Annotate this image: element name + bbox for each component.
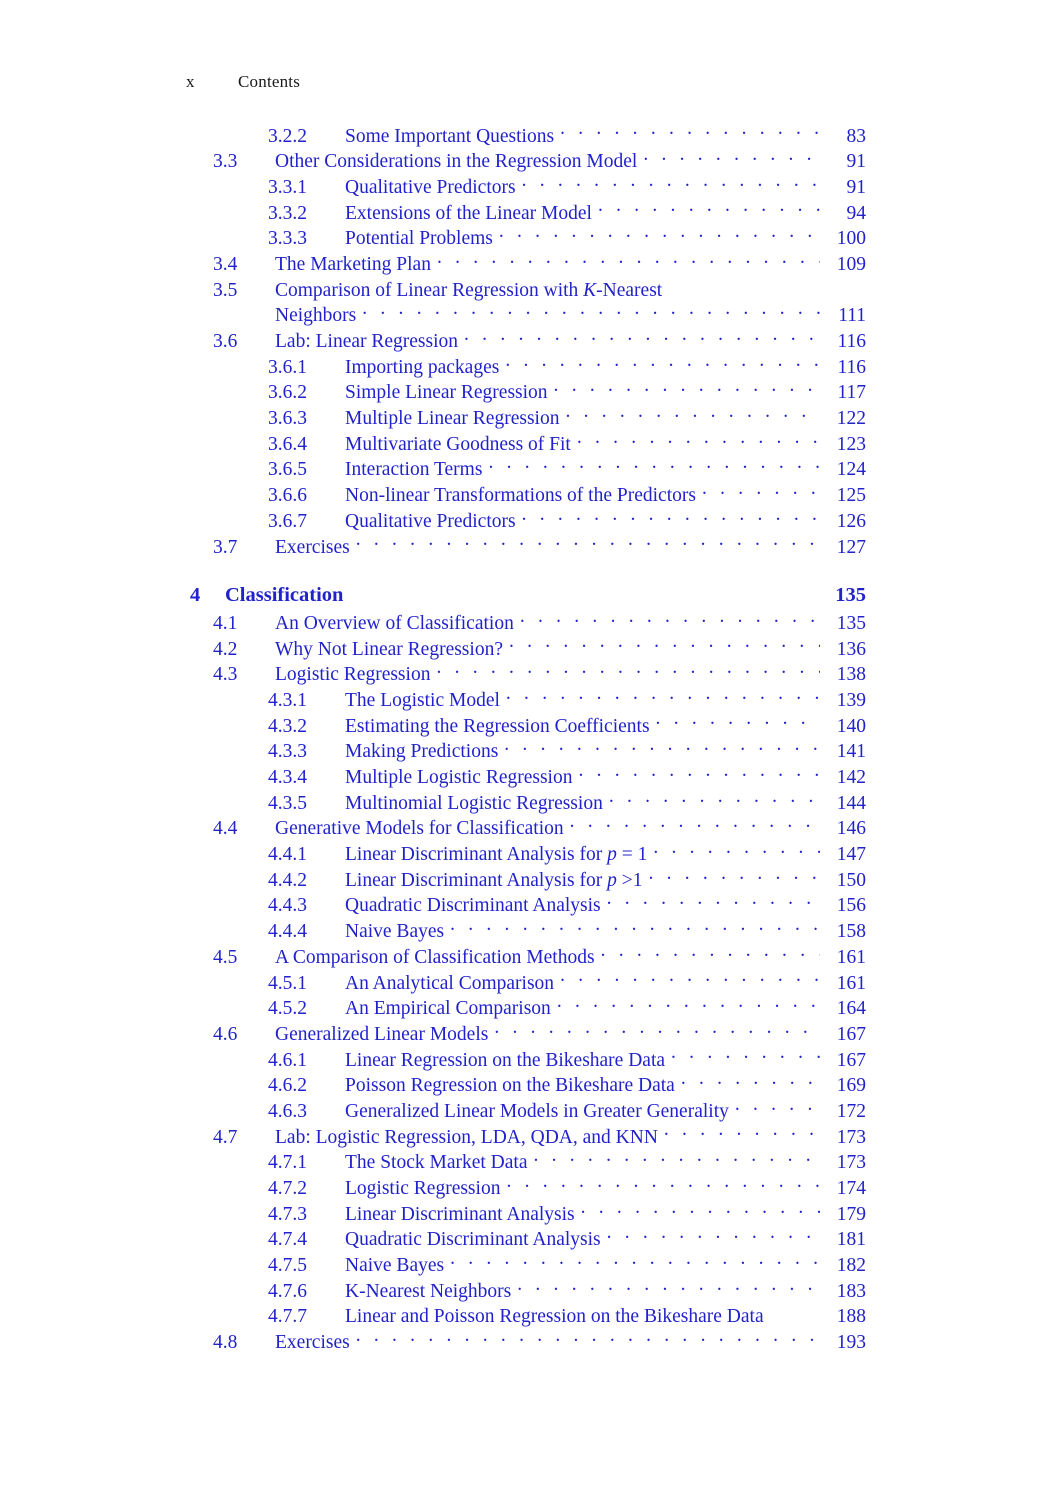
toc-entry-title: Poisson Regression on the Bikeshare Data xyxy=(345,1075,675,1097)
toc-entry-number: 3.4 xyxy=(213,253,238,275)
toc-entry-number: 4.2 xyxy=(213,638,238,660)
dot-leader xyxy=(648,866,820,886)
toc-entry-title: An Overview of Classification xyxy=(275,612,514,634)
toc-entry-page-number: 147 xyxy=(836,844,866,866)
toc-entry-number: 4.3.3 xyxy=(268,741,307,763)
toc-entry[interactable] xyxy=(0,1329,1052,1355)
toc-entry-title: Some Important Questions xyxy=(345,125,555,147)
toc-entry-title: Simple Linear Regression xyxy=(345,382,548,404)
toc-entry-title: Neighbors xyxy=(275,305,357,327)
dot-leader xyxy=(505,353,820,373)
toc-entry[interactable] xyxy=(0,1226,1052,1252)
toc-entry-page-number: 156 xyxy=(836,895,866,917)
toc-entry-page-number: 141 xyxy=(836,741,866,763)
page-folio: x xyxy=(186,72,195,91)
dot-leader xyxy=(681,1072,820,1092)
dot-leader xyxy=(517,1277,820,1297)
running-head-title: Contents xyxy=(238,72,301,91)
toc-entry-title: An Empirical Comparison xyxy=(345,998,551,1020)
toc-entry-number: 4.3.4 xyxy=(268,767,307,788)
toc-entry[interactable] xyxy=(0,379,1052,405)
toc-entry-number: 4.4.4 xyxy=(268,921,307,943)
toc-entry-number: 4.7.5 xyxy=(268,1255,307,1277)
toc-entry-title: A Comparison of Classification Methods xyxy=(275,946,595,968)
toc-entry-page-number: 161 xyxy=(836,972,866,994)
dot-leader xyxy=(560,122,820,142)
dot-leader xyxy=(565,405,820,425)
dot-leader xyxy=(560,969,820,989)
toc-entry[interactable] xyxy=(0,1020,1052,1046)
dot-leader xyxy=(437,250,820,270)
toc-entry-number: 4.4.1 xyxy=(268,844,307,866)
toc-entry-page-number: 188 xyxy=(836,1306,866,1328)
toc-entry-number: 4.4 xyxy=(213,818,238,840)
toc-entry-page-number: 146 xyxy=(836,818,866,840)
dot-leader xyxy=(436,661,820,681)
toc-entry-title: Logistic Regression xyxy=(275,664,431,686)
toc-entry-number: 4.7.6 xyxy=(268,1280,307,1302)
toc-entry[interactable] xyxy=(0,635,1052,661)
toc-entry-number: 4.3.2 xyxy=(268,715,307,737)
dot-leader xyxy=(356,533,820,553)
toc-entry-title: Quadratic Discriminant Analysis xyxy=(345,895,601,917)
toc-entry-number: 3.5 xyxy=(213,279,238,301)
toc-entry-title: Generalized Linear Models xyxy=(275,1023,489,1045)
dot-leader xyxy=(499,225,820,245)
toc-entry[interactable] xyxy=(0,892,1052,918)
dot-leader xyxy=(557,995,820,1015)
toc-entry[interactable] xyxy=(0,173,1052,199)
toc-entry-page-number: 174 xyxy=(836,1178,866,1199)
toc-entry-number: 3.6.7 xyxy=(268,510,307,532)
math-symbol: K xyxy=(583,279,597,301)
toc-entry-page-number: 125 xyxy=(836,485,866,507)
dot-leader xyxy=(656,712,820,732)
toc-entry[interactable] xyxy=(0,686,1052,712)
toc-entry[interactable] xyxy=(0,918,1052,944)
toc-entry[interactable] xyxy=(0,609,1052,635)
toc-entry-page-number: 127 xyxy=(836,536,866,558)
toc-entry-number: 4.4.2 xyxy=(268,869,307,891)
toc-entry-page-number: 109 xyxy=(836,253,866,275)
toc-entry-title: Lab: Logistic Regression, LDA, QDA, and KNN xyxy=(275,1126,658,1148)
toc-entry-title: Generative Models for Classification xyxy=(275,818,564,840)
dot-leader xyxy=(770,1303,820,1323)
dot-leader xyxy=(362,302,820,322)
toc-entry-title: Qualitative Predictors xyxy=(345,510,516,532)
dot-leader xyxy=(554,379,820,399)
toc-entry[interactable] xyxy=(0,1277,1052,1303)
toc-entry-page-number: 136 xyxy=(836,638,866,660)
toc-entry[interactable] xyxy=(0,456,1052,482)
toc-entry-title: Comparison of Linear Regression with K-Nearest xyxy=(275,279,663,301)
toc-entry-page-number: 181 xyxy=(836,1229,866,1251)
toc-entry-page-number: 124 xyxy=(836,459,866,481)
toc-entry-title: The Marketing Plan xyxy=(275,253,431,275)
toc-entry-title: Extensions of the Linear Model xyxy=(345,202,592,224)
toc-entry-page-number: 111 xyxy=(838,305,866,327)
toc-entry-title: Naive Bayes xyxy=(345,1255,445,1277)
toc-entry-page-number: 91 xyxy=(846,151,866,173)
toc-entry-title: Qualitative Predictors xyxy=(345,176,516,198)
toc-entry-title: Naive Bayes xyxy=(345,921,445,943)
dot-leader xyxy=(607,1226,820,1246)
toc-entry[interactable] xyxy=(0,1303,1052,1329)
toc-entry-title: An Analytical Comparison xyxy=(345,972,555,994)
toc-entry-page-number: 142 xyxy=(836,767,866,788)
toc-entry[interactable] xyxy=(0,815,1052,841)
toc-entry-number: 3.6 xyxy=(213,331,238,352)
dot-leader xyxy=(671,1046,820,1066)
dot-leader xyxy=(607,892,820,912)
dot-leader xyxy=(578,764,820,784)
toc-entry-title: Linear and Poisson Regression on the Bikeshare Data xyxy=(345,1306,764,1328)
dot-leader xyxy=(494,1020,820,1040)
toc-entry-number: 4.7.3 xyxy=(268,1203,307,1225)
dot-leader xyxy=(520,609,820,629)
dot-leader xyxy=(570,815,820,835)
toc-entry-title: Making Predictions xyxy=(345,741,499,763)
toc-entry[interactable] xyxy=(0,430,1052,456)
toc-entry-number: 3.6.2 xyxy=(268,382,307,404)
toc-entry-page-number: 140 xyxy=(836,715,866,737)
toc-entry-title: Multiple Linear Regression xyxy=(345,408,560,430)
running-head xyxy=(186,72,300,92)
toc-entry-page-number: 91 xyxy=(846,176,866,198)
toc-entry-page-number: 123 xyxy=(836,433,866,455)
toc-entry-page-number: 122 xyxy=(836,408,866,430)
toc-entry-page-number: 183 xyxy=(836,1280,866,1302)
toc-entry-page-number: 167 xyxy=(836,1049,866,1071)
toc-entry-page-number: 139 xyxy=(836,689,866,711)
dot-leader xyxy=(581,1200,820,1220)
toc-entry-number: 4.7 xyxy=(213,1126,238,1148)
toc-entry[interactable] xyxy=(0,199,1052,225)
toc-entry[interactable] xyxy=(0,1149,1052,1175)
toc-entry-number: 4.7.7 xyxy=(268,1306,307,1328)
toc-entry-number: 4.5.2 xyxy=(268,998,307,1020)
toc-entry-number: 3.6.3 xyxy=(268,408,307,430)
math-symbol: p xyxy=(607,869,617,891)
toc-entry[interactable] xyxy=(0,841,1052,867)
toc-section-chapter-3 xyxy=(0,122,1052,559)
toc-entry-number: 4.6 xyxy=(213,1023,238,1045)
dot-leader xyxy=(450,918,820,938)
toc-entry-page-number: 144 xyxy=(836,792,866,814)
dot-leader xyxy=(509,635,820,655)
toc-entry-title: Linear Discriminant Analysis for p >1 xyxy=(345,869,643,891)
toc-entry-title: Exercises xyxy=(275,1332,350,1354)
toc-entry[interactable] xyxy=(0,1123,1052,1149)
toc-entry[interactable] xyxy=(0,328,1052,354)
toc-entry[interactable] xyxy=(0,482,1052,508)
toc-entry-page-number: 116 xyxy=(837,331,866,352)
toc-entry[interactable] xyxy=(0,712,1052,738)
toc-entry[interactable] xyxy=(0,302,1052,328)
toc-entry-page-number: 117 xyxy=(837,382,866,404)
toc-entry-title: The Logistic Model xyxy=(345,689,500,711)
dot-leader xyxy=(653,841,820,861)
toc-entry[interactable] xyxy=(0,1046,1052,1072)
toc-entry-number: 4.7.4 xyxy=(268,1229,307,1251)
toc-entry[interactable] xyxy=(0,1072,1052,1098)
toc-entry-page-number: 135 xyxy=(836,612,866,634)
toc-entry-page-number: 179 xyxy=(836,1203,866,1225)
toc-entry-page-number: 83 xyxy=(846,125,866,147)
toc-entry-number: 4.7.2 xyxy=(268,1178,307,1199)
toc-entry-page-number: 126 xyxy=(836,510,866,532)
toc-entry[interactable] xyxy=(0,1252,1052,1278)
dot-leader xyxy=(356,1329,820,1349)
toc-entry-title: Exercises xyxy=(275,536,350,558)
toc-entry[interactable] xyxy=(0,225,1052,251)
dot-leader xyxy=(464,328,820,348)
toc-entry-title: Quadratic Discriminant Analysis xyxy=(345,1229,601,1251)
chapter-number: 4 xyxy=(190,583,201,606)
dot-leader xyxy=(506,686,820,706)
toc-entry-title: Lab: Linear Regression xyxy=(275,331,459,352)
toc-entry[interactable] xyxy=(0,764,1052,790)
dot-leader xyxy=(450,1252,820,1272)
toc-entry-title: Logistic Regression xyxy=(345,1178,501,1199)
dot-leader xyxy=(664,1123,820,1143)
toc-entry-title: Linear Discriminant Analysis xyxy=(345,1203,575,1225)
chapter-title: Classification xyxy=(225,583,344,606)
toc-entry[interactable] xyxy=(0,943,1052,969)
toc-entry-page-number: 182 xyxy=(836,1255,866,1277)
toc-entry-title: Multinomial Logistic Regression xyxy=(345,792,603,814)
toc-entry-page-number: 169 xyxy=(836,1075,866,1097)
toc-entry-number: 3.6.1 xyxy=(268,356,307,378)
dot-leader xyxy=(668,276,820,296)
toc-entry-number: 4.5.1 xyxy=(268,972,307,994)
dot-leader xyxy=(504,738,820,758)
toc-entry-number: 3.3.3 xyxy=(268,228,307,250)
dot-leader xyxy=(577,430,820,450)
toc-entry-number: 4.3.1 xyxy=(268,689,307,711)
toc-entry-page-number: 116 xyxy=(837,356,866,378)
dot-leader xyxy=(522,173,820,193)
dot-leader xyxy=(702,482,820,502)
toc-entry-number: 4.5 xyxy=(213,946,238,968)
toc-section-chapter-4 xyxy=(0,609,1052,1354)
toc-entry[interactable] xyxy=(0,276,1052,302)
chapter-page-number: 135 xyxy=(835,583,866,606)
toc-entry-number: 3.6.6 xyxy=(268,485,307,507)
toc-entry-page-number: 172 xyxy=(836,1100,866,1122)
toc-entry-page-number: 167 xyxy=(836,1023,866,1045)
toc-entry[interactable] xyxy=(0,1200,1052,1226)
toc-entry-number: 3.3 xyxy=(213,151,238,173)
toc-entry[interactable] xyxy=(0,969,1052,995)
dot-leader xyxy=(598,199,820,219)
toc-entry-number: 3.7 xyxy=(213,536,238,558)
dot-leader xyxy=(488,456,820,476)
math-symbol: p xyxy=(607,844,617,866)
toc-entry[interactable] xyxy=(0,533,1052,559)
toc-entry-title: Multiple Logistic Regression xyxy=(345,767,573,788)
toc-entry-title: Why Not Linear Regression? xyxy=(275,638,503,660)
toc-entry-page-number: 158 xyxy=(836,921,866,943)
toc-entry[interactable] xyxy=(0,995,1052,1021)
toc-entry-number: 4.6.2 xyxy=(268,1075,307,1097)
toc-entry[interactable] xyxy=(0,250,1052,276)
toc-entry-number: 3.2.2 xyxy=(268,125,307,147)
toc-entry[interactable] xyxy=(0,148,1052,174)
toc-entry-title: Potential Problems xyxy=(345,228,493,250)
toc-entry[interactable] xyxy=(0,122,1052,148)
toc-entry-number: 4.3.5 xyxy=(268,792,307,814)
toc-entry[interactable] xyxy=(0,789,1052,815)
toc-entry-page-number: 161 xyxy=(836,946,866,968)
toc-entry-title: K-Nearest Neighbors xyxy=(345,1280,512,1302)
toc-entry-title: Linear Regression on the Bikeshare Data xyxy=(345,1049,666,1071)
toc-entry-number: 3.6.5 xyxy=(268,459,307,481)
toc-entry-title: The Stock Market Data xyxy=(345,1152,528,1174)
toc-entry-number: 4.3 xyxy=(213,664,238,686)
toc-entry-title: Other Considerations in the Regression Model xyxy=(275,151,638,173)
toc-entry-page-number: 173 xyxy=(836,1152,866,1174)
toc-entry-title: Importing packages xyxy=(345,356,500,378)
dot-leader xyxy=(735,1097,820,1117)
toc-entry-title: Interaction Terms xyxy=(345,459,483,481)
dot-leader xyxy=(533,1149,820,1169)
toc-entry-number: 3.3.2 xyxy=(268,202,307,224)
toc-entry[interactable] xyxy=(0,353,1052,379)
toc-entry[interactable] xyxy=(0,866,1052,892)
toc-entry[interactable] xyxy=(0,1175,1052,1201)
toc-entry-title: Estimating the Regression Coefficients xyxy=(345,715,650,737)
toc-entry-page-number: 138 xyxy=(836,664,866,686)
toc-entry[interactable] xyxy=(0,1097,1052,1123)
toc-entry[interactable] xyxy=(0,507,1052,533)
toc-entry-page-number: 193 xyxy=(836,1332,866,1354)
toc-entry-page-number: 173 xyxy=(836,1126,866,1148)
toc-entry[interactable] xyxy=(0,738,1052,764)
dot-leader xyxy=(643,148,820,168)
toc-entry-page-number: 150 xyxy=(836,869,866,891)
dot-leader xyxy=(601,943,820,963)
dot-leader xyxy=(506,1175,820,1195)
toc-entry-title: Linear Discriminant Analysis for p = 1 xyxy=(345,844,648,866)
table-of-contents xyxy=(0,122,1052,1354)
toc-entry-number: 4.8 xyxy=(213,1332,238,1354)
toc-entry-number: 3.3.1 xyxy=(268,176,307,198)
toc-chapter-entry-4[interactable] xyxy=(0,584,1052,610)
chapter-gap xyxy=(0,559,1052,584)
dot-leader xyxy=(609,789,820,809)
toc-entry[interactable] xyxy=(0,405,1052,431)
toc-entry-page-number: 164 xyxy=(836,998,866,1020)
toc-entry-title: Generalized Linear Models in Greater Generality xyxy=(345,1100,729,1122)
toc-entry-number: 4.4.3 xyxy=(268,895,307,917)
toc-entry-page-number: 100 xyxy=(836,228,866,250)
toc-entry-number: 3.6.4 xyxy=(268,433,307,455)
toc-entry-number: 4.1 xyxy=(213,612,238,634)
toc-entry-title: Multivariate Goodness of Fit xyxy=(345,433,571,455)
dot-leader xyxy=(522,507,820,527)
toc-entry-page-number: 94 xyxy=(846,202,866,224)
toc-entry-number: 4.6.1 xyxy=(268,1049,307,1071)
toc-entry-number: 4.6.3 xyxy=(268,1100,307,1122)
toc-entry-number: 4.7.1 xyxy=(268,1152,307,1174)
toc-entry[interactable] xyxy=(0,661,1052,687)
toc-entry-title: Non-linear Transformations of the Predictors xyxy=(345,485,696,507)
